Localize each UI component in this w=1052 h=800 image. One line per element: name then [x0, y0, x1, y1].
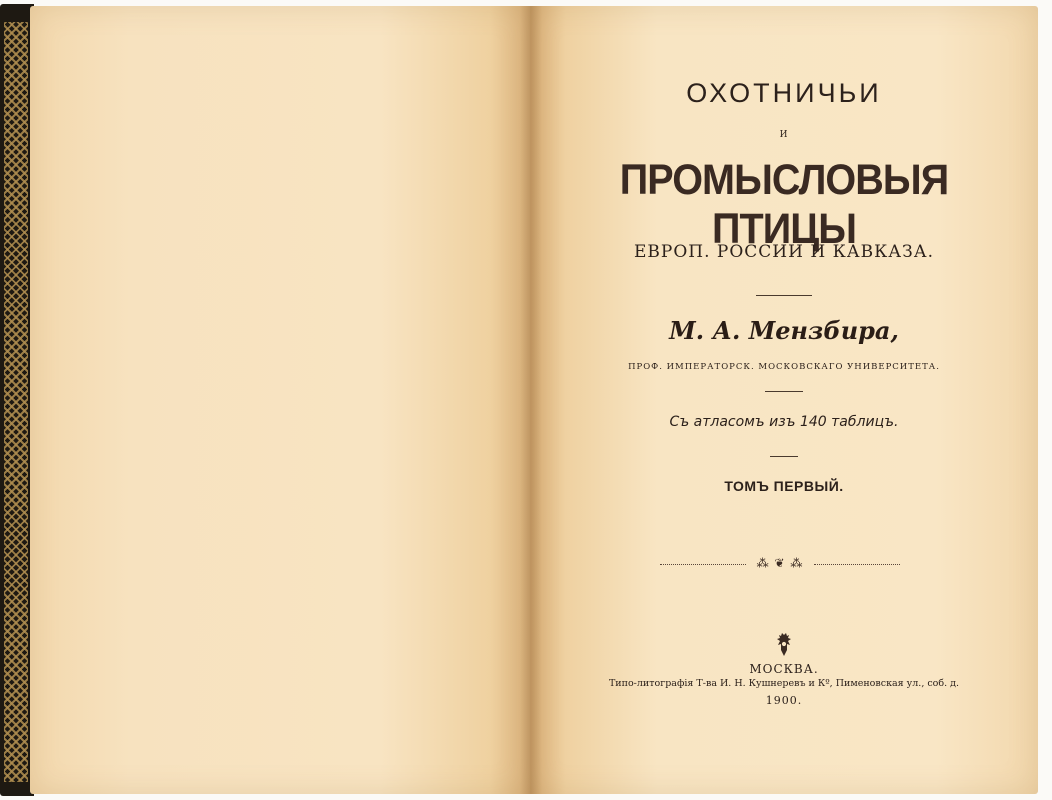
rule-divider — [756, 295, 812, 296]
author-title: ПРОФ. ИМПЕРАТОРСК. МОСКОВСКАГО УНИВЕРСИТЕТА. — [628, 362, 940, 372]
book-spread — [22, 0, 1052, 800]
double-headed-eagle-icon — [772, 632, 796, 660]
author-name: М. А. Мензбира, — [669, 316, 899, 345]
left-page-blank — [30, 6, 530, 794]
dotted-line — [660, 564, 746, 565]
book-gutter — [520, 6, 542, 794]
publication-city: МОСКВА. — [749, 662, 819, 676]
subtitle: ЕВРОП. РОССИИ И КАВКАЗА. — [633, 242, 934, 262]
ornamental-divider — [660, 558, 900, 572]
dotted-line — [814, 564, 900, 565]
rule-divider — [770, 456, 798, 457]
atlas-note: Съ атласомъ изъ 140 таблицъ. — [669, 414, 899, 430]
title-page — [530, 6, 1038, 794]
title-line-1: ОХОТНИЧЬИ — [686, 78, 882, 108]
ornament-icon: ⁂ ❦ ⁂ — [756, 556, 804, 570]
publication-year: 1900. — [765, 694, 803, 707]
rule-divider — [765, 391, 803, 392]
printer-info: Типо-литографія Т-ва И. Н. Кушнеревъ и Кº, Пименовская ул., соб. д. — [608, 678, 960, 689]
title-conjunction: И — [779, 130, 789, 140]
main-title: ПРОМЫСЛОВЫЯ ПТИЦЫ — [619, 156, 949, 253]
volume-label: ТОМЪ ПЕРВЫЙ. — [724, 478, 844, 494]
